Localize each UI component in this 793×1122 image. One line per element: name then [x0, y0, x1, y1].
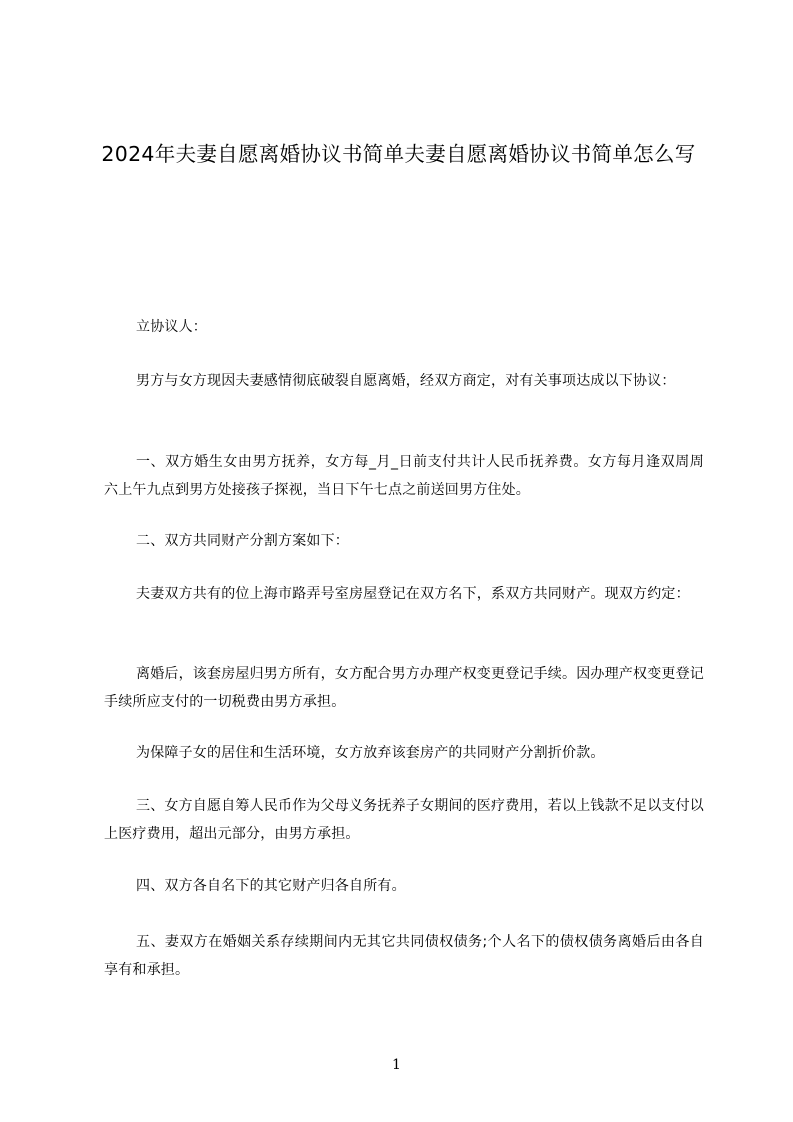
paragraph-clause-3-medical: 三、女方自愿自筹人民币作为父母义务抚养子女期间的医疗费用，若以上钱款不足以支付以上医疗费用，超出元部分，由男方承担。 — [104, 798, 704, 842]
paragraph-house-waiver: 为保障子女的居住和生活环境，女方放弃该套房产的共同财产分割折价款。 — [136, 745, 605, 761]
paragraph-clause-4-assets: 四、双方各自名下的其它财产归各自所有。 — [136, 878, 406, 894]
page-number: 1 — [392, 1057, 401, 1073]
paragraph-clause-5-debts: 五、妻双方在婚姻关系存续期间内无其它共同债权债务;个人名下的债权债务离婚后由各自享有和承担。 — [104, 934, 704, 978]
document-title: 2024年夫妻自愿离婚协议书简单夫妻自愿离婚协议书简单怎么写 — [101, 142, 696, 166]
paragraph-house-ownership: 夫妻双方共有的位上海市路弄号室房屋登记在双方名下，系双方共同财产。现双方约定： — [136, 586, 690, 602]
paragraph-house-transfer: 离婚后，该套房屋归男方所有，女方配合男方办理产权变更登记手续。因办理产权变更登记手续所应支付的一切税费由男方承担。 — [104, 666, 704, 710]
paragraph-parties: 立协议人： — [136, 319, 207, 335]
paragraph-clause-1-custody: 一、双方婚生女由男方抚养，女方每_月_日前支付共计人民币抚养费。女方每月逢双周周六上午九点到男方处接孩子探视，当日下午七点之前送回男方住处。 — [104, 454, 704, 498]
paragraph-clause-2-property: 二、双方共同财产分割方案如下： — [136, 533, 349, 549]
paragraph-preamble: 男方与女方现因夫妻感情彻底破裂自愿离婚，经双方商定，对有关事项达成以下协议： — [136, 373, 676, 389]
